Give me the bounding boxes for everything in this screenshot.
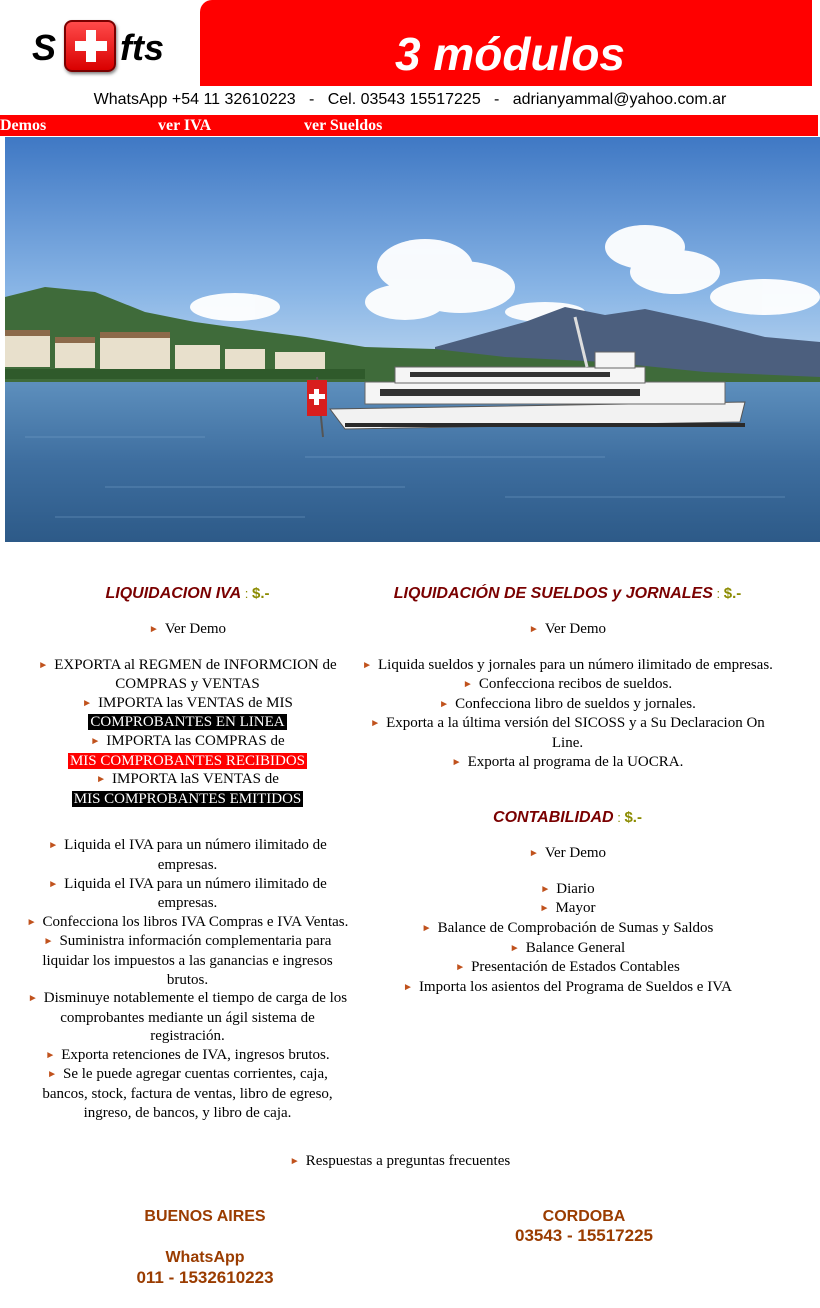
iva-importa-ventas[interactable] [25, 694, 350, 732]
sueldos-feature [355, 656, 780, 676]
sueldos-feature-text: Liquida sueldos y jornales para un número ilimitado de empresas. [378, 656, 773, 673]
faq-link[interactable] [0, 1152, 800, 1171]
logo [30, 20, 180, 76]
contabilidad-feature [355, 939, 780, 959]
contabilidad-ver-demo-label: Ver Demo [544, 845, 607, 862]
faq-label: Respuestas a preguntas frecuentes [305, 1153, 511, 1169]
iva-exporta-label: EXPORTA al REGMEN de INFORMCION de COMPRAS y VENTAS [54, 656, 337, 693]
iva-section [25, 584, 350, 1122]
contabilidad-price-sep: : [613, 810, 625, 826]
iva-feature [25, 913, 350, 933]
contabilidad-feature [355, 880, 780, 900]
arrow-right-icon: ► [26, 916, 37, 928]
iva-importa-compras[interactable] [25, 732, 350, 770]
contabilidad-title [355, 808, 780, 828]
arrow-right-icon: ► [27, 993, 38, 1005]
sueldos-price: $.- [723, 585, 742, 602]
arrow-right-icon: ► [421, 922, 432, 934]
sueldos-feature-text: Exporta a la última versión del SICOSS y a Su Declaracion On Line. [386, 715, 765, 751]
arrow-right-icon: ► [528, 624, 539, 635]
iva-feature [25, 932, 350, 989]
iva-ver-demo-link[interactable] [25, 620, 350, 640]
arrow-right-icon: ► [528, 848, 539, 860]
iva-importa-emitidos-label: IMPORTA laS VENTAS de [112, 771, 279, 788]
iva-feature [25, 1065, 350, 1122]
iva-price: $.- [252, 585, 270, 602]
iva-feature [25, 836, 350, 874]
iva-title [25, 584, 350, 604]
arrow-right-icon: ► [539, 903, 550, 915]
contabilidad-price: $.- [624, 809, 642, 827]
arrow-right-icon: ► [509, 942, 520, 954]
contabilidad-feature-text: Presentación de Estados Contables [471, 959, 680, 976]
iva-importa-ventas-highlight: COMPROBANTES EN LINEA [90, 714, 285, 731]
sueldos-title-text: LIQUIDACIÓN DE SUELDOS y JORNALES [393, 585, 713, 602]
sueldos-feature [355, 675, 780, 695]
iva-feature-text: Confecciona los libros IVA Compras e IVA Ventas. [42, 913, 349, 930]
arrow-right-icon: ► [462, 679, 473, 691]
iva-exporta[interactable] [25, 656, 350, 694]
page-title: 3 módulos [394, 28, 626, 80]
sueldos-section [355, 584, 780, 997]
arrow-right-icon: ► [403, 981, 413, 993]
arrow-right-icon: ► [451, 756, 462, 768]
nav-link-ver-sueldos[interactable]: ver Sueldos [304, 117, 383, 134]
contact-line: WhatsApp +54 11 32610223 - Cel. 03543 15517225 - adrianyammal@yahoo.com.ar [93, 91, 727, 108]
arrow-right-icon: ► [90, 735, 101, 747]
arrow-right-icon: ► [540, 883, 551, 895]
navbar [0, 115, 818, 136]
iva-feature [25, 989, 350, 1046]
iva-price-sep: : [241, 586, 253, 601]
iva-feature-text: Disminuye notablemente el tiempo de carga de los comprobantes mediante un ágil sistema de registración. [43, 990, 348, 1045]
iva-feature [25, 1046, 350, 1066]
arrow-right-icon: ► [148, 624, 159, 635]
footer-buenos-aires: BUENOS AIRES [144, 1208, 266, 1225]
contabilidad-ver-demo-link[interactable] [355, 844, 780, 864]
contabilidad-feature-text: Diario [556, 880, 595, 897]
logo-text-s: S [32, 27, 57, 68]
iva-feature-text: Se le puede agregar cuentas corrientes, caja, bancos, stock, factura de ventas, libro de egreso, ingreso, de bancos, y libro de caja. [42, 1066, 333, 1121]
iva-feature-text: Exporta retenciones de IVA, ingresos brutos. [61, 1046, 330, 1063]
sueldos-feature [355, 753, 780, 773]
arrow-right-icon: ► [289, 1156, 300, 1167]
arrow-right-icon: ► [48, 878, 59, 890]
logo-text-fts: fts [120, 27, 164, 68]
nav-link-ver-iva[interactable]: ver IVA [158, 117, 212, 134]
iva-importa-emitidos[interactable] [25, 770, 350, 808]
contabilidad-feature [355, 899, 780, 919]
iva-importa-compras-highlight: MIS COMPROBANTES RECIBIDOS [69, 752, 306, 769]
arrow-right-icon: ► [362, 659, 372, 671]
nav-link-demos[interactable]: Demos [0, 117, 47, 134]
contabilidad-feature [355, 978, 780, 998]
arrow-right-icon: ► [48, 840, 59, 852]
contabilidad-feature-text: Balance de Comprobación de Sumas y Saldos [437, 919, 714, 936]
iva-feature [25, 875, 350, 913]
iva-feature-text: Liquida el IVA para un número ilimitado de empresas. [64, 875, 327, 912]
sueldos-title [355, 584, 780, 604]
footer-whatsapp-number[interactable]: 011 - 1532610223 [136, 1268, 274, 1287]
arrow-right-icon: ► [370, 718, 381, 730]
iva-ver-demo-label: Ver Demo [164, 621, 227, 637]
sueldos-feature-text: Confecciona libro de sueldos y jornales. [455, 695, 696, 712]
contabilidad-feature-text: Importa los asientos del Programa de Sueldos e IVA [418, 978, 732, 995]
arrow-right-icon: ► [82, 697, 93, 709]
contabilidad-feature [355, 919, 780, 939]
iva-feature-text: Liquida el IVA para un número ilimitado de empresas. [64, 837, 327, 873]
hero-image [5, 137, 820, 542]
iva-importa-ventas-label: IMPORTA las VENTAS de MIS [98, 694, 293, 711]
lake-boat-illustration [5, 137, 820, 542]
arrow-right-icon: ► [45, 1049, 56, 1061]
arrow-right-icon: ► [455, 962, 466, 974]
footer-whatsapp-title: WhatsApp [165, 1249, 245, 1266]
contabilidad-feature-text: Balance General [525, 939, 626, 956]
contabilidad-feature [355, 958, 780, 978]
swiss-cross-icon [64, 20, 116, 72]
contabilidad-title-text: CONTABILIDAD [493, 809, 614, 827]
arrow-right-icon: ► [43, 936, 54, 948]
title-banner [200, 0, 812, 86]
arrow-right-icon: ► [47, 1069, 58, 1081]
arrow-right-icon: ► [96, 774, 107, 786]
sueldos-price-sep: : [712, 586, 724, 601]
iva-title-text: LIQUIDACION IVA [105, 585, 242, 602]
sueldos-ver-demo-link[interactable] [355, 620, 780, 640]
sueldos-feature-text: Exporta al programa de la UOCRA. [467, 753, 684, 770]
sueldos-feature [355, 695, 780, 715]
iva-feature-text: Suministra información complementaria para liquidar los impuestos a las ganancias e ingresos brutos. [42, 933, 333, 988]
sueldos-feature [355, 714, 780, 752]
iva-importa-emitidos-highlight: MIS COMPROBANTES EMITIDOS [73, 790, 302, 807]
sueldos-ver-demo-label: Ver Demo [544, 621, 607, 637]
footer-cordoba-number[interactable]: 03543 - 15517225 [514, 1226, 654, 1245]
arrow-right-icon: ► [439, 698, 450, 710]
contabilidad-feature-text: Mayor [555, 900, 596, 917]
footer-cordoba: CORDOBA [542, 1208, 626, 1225]
arrow-right-icon: ► [38, 659, 49, 671]
iva-importa-compras-label: IMPORTA las COMPRAS de [106, 732, 285, 749]
sueldos-feature-text: Confecciona recibos de sueldos. [478, 676, 673, 693]
